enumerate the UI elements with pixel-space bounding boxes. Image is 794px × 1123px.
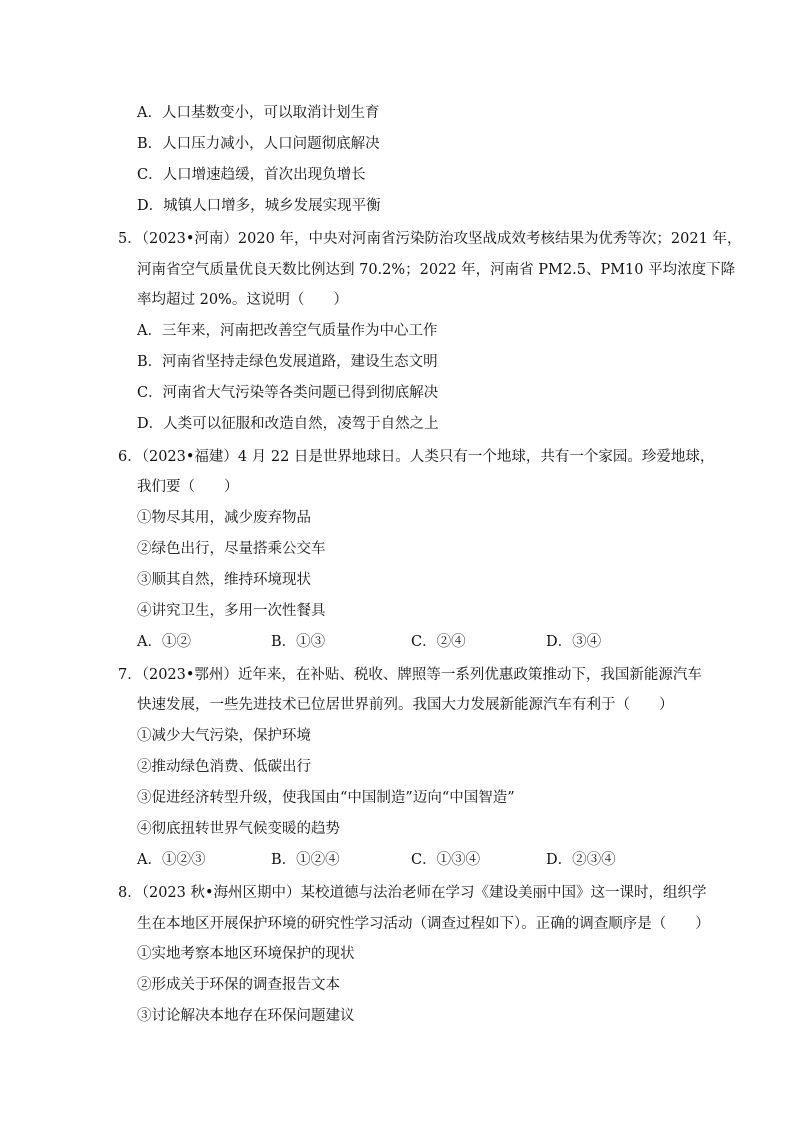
q5-option-c: C．河南省大气污染等各类问题已得到彻底解决: [137, 385, 439, 401]
q7-item-4: ④彻底扭转世界气候变暖的趋势: [137, 821, 340, 837]
q8-stem-line-2: 生在本地区开展保护环境的研究性学习活动（调查过程如下）。正确的调查顺序是（ ）: [137, 916, 710, 932]
q6-item-1: ①物尽其用，减少废弃物品: [137, 510, 311, 526]
q6-stem-line-2: 我们要（ ）: [137, 479, 239, 495]
q6-choice-c: C．②④: [411, 634, 466, 650]
q7-choice-d: D．②③④: [546, 852, 616, 868]
q7-item-2: ②推动绿色消费、低碳出行: [137, 759, 311, 775]
q7-item-3: ③促进经济转型升级，使我国由“中国制造”迈向“中国智造”: [137, 790, 515, 806]
q5-option-d: D．人类可以征服和改造自然，凌驾于自然之上: [137, 416, 439, 432]
q7-choice-b: B．①②④: [271, 852, 340, 868]
q6-choice-b: B．①③: [271, 634, 326, 650]
q4-option-d: D．城镇人口增多，城乡发展实现平衡: [137, 198, 381, 214]
q6-choice-a: A．①②: [137, 634, 191, 650]
q7-choice-c: C．①③④: [411, 852, 481, 868]
q4-option-a: A．人口基数变小，可以取消计划生育: [137, 105, 380, 121]
q8-item-1: ①实地考察本地区环境保护的现状: [137, 946, 355, 962]
q5-stem-line-2: 河南省空气质量优良天数比例达到 70.2%；2022 年，河南省 PM2.5、PM10 平均浓度下降: [137, 262, 736, 278]
q6-item-2: ②绿色出行，尽量搭乘公交车: [137, 541, 326, 557]
q8-item-2: ②形成关于环保的调查报告文本: [137, 977, 340, 993]
q6-choice-d: D．③④: [546, 634, 602, 650]
q5-option-b: B．河南省坚持走绿色发展道路，建设生态文明: [137, 354, 438, 370]
q8-stem-line-1: 8．（2023 秋•海州区期中）某校道德与法治老师在学习《建设美丽中国》这一课时，组织学: [118, 885, 707, 901]
q6-item-4: ④讲究卫生，多用一次性餐具: [137, 603, 326, 619]
q7-item-1: ①减少大气污染，保护环境: [137, 728, 311, 744]
q5-stem-line-3: 率均超过 20%。这说明（ ）: [137, 292, 348, 308]
q8-item-3: ③讨论解决本地存在环保问题建议: [137, 1008, 355, 1024]
q7-choice-a: A．①②③: [137, 852, 206, 868]
q5-stem-line-1: 5．（2023•河南）2020 年，中央对河南省污染防治攻坚战成效考核结果为优秀等次；2021 年，: [118, 231, 742, 247]
q6-stem-line-1: 6．（2023•福建）4 月 22 日是世界地球日。人类只有一个地球，共有一个家园。珍爱地球，: [118, 449, 715, 465]
q7-stem-line-2: 快速发展，一些先进技术已位居世界前列。我国大力发展新能源汽车有利于（ ）: [137, 697, 674, 713]
q4-option-c: C．人口增速趋缓，首次出现负增长: [137, 167, 366, 183]
q5-option-a: A．三年来，河南把改善空气质量作为中心工作: [137, 323, 438, 339]
q6-item-3: ③顺其自然，维持环境现状: [137, 572, 311, 588]
q4-option-b: B．人口压力减小，人口问题彻底解决: [137, 136, 380, 152]
q7-stem-line-1: 7．（2023•鄂州）近年来，在补贴、税收、牌照等一系列优惠政策推动下，我国新能源汽车: [118, 667, 702, 683]
